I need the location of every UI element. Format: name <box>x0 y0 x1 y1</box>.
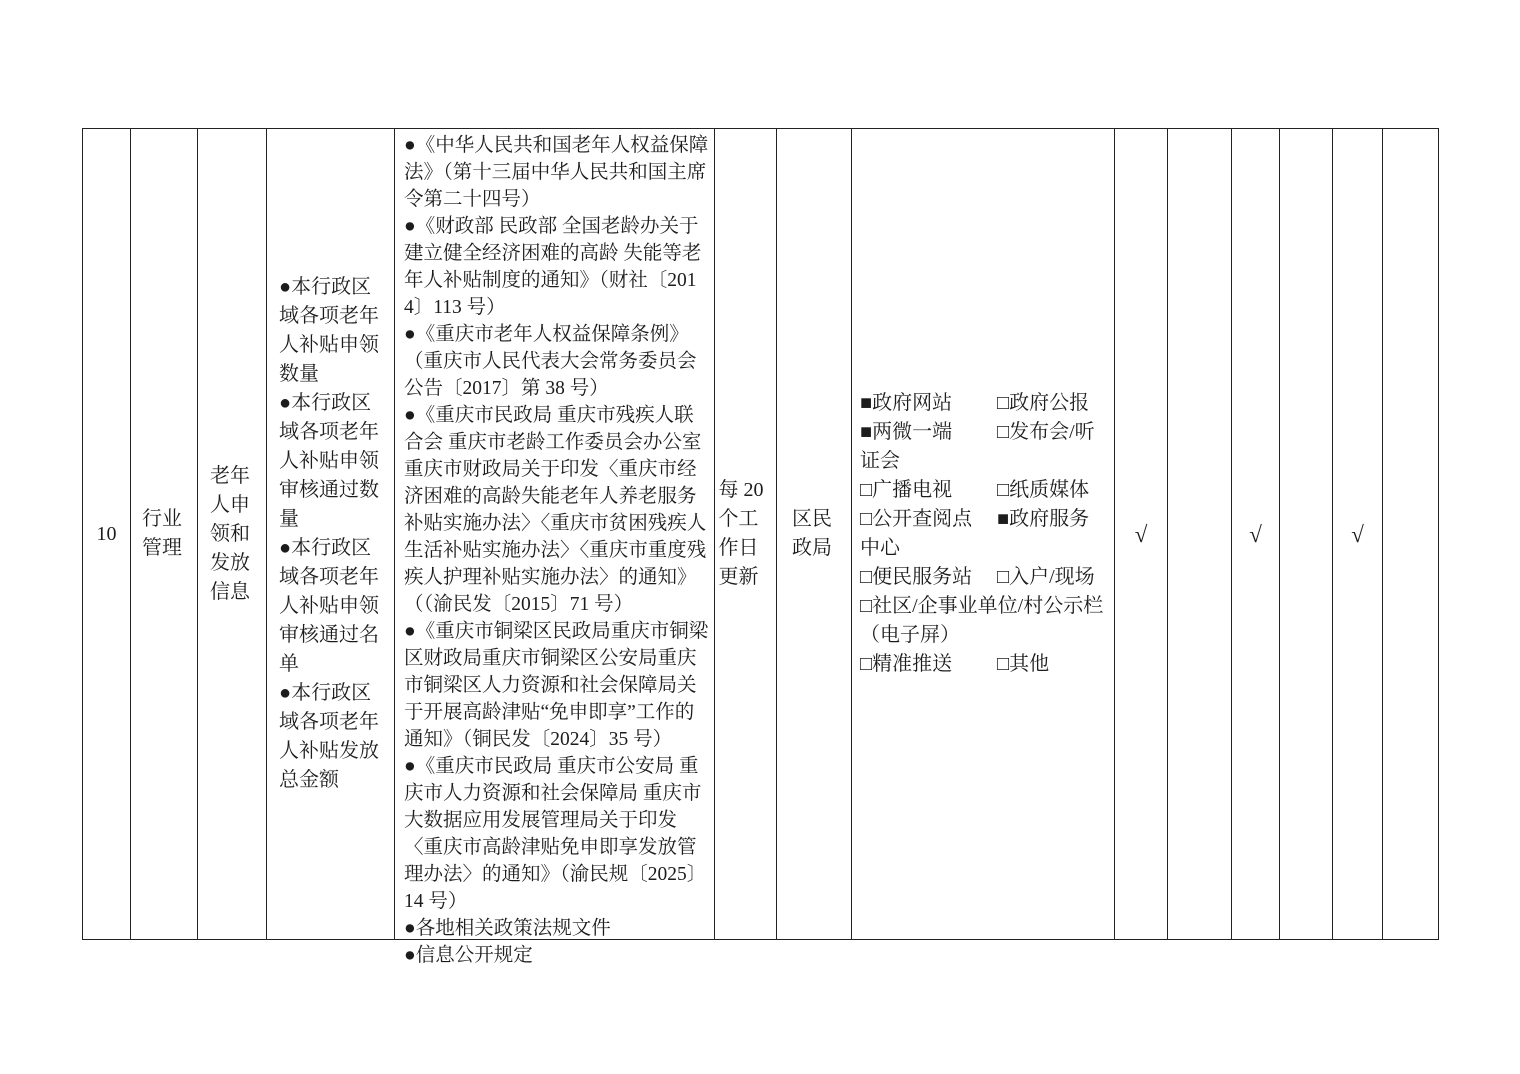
channel-line <box>860 418 1108 476</box>
check-mark: √ <box>1249 521 1262 547</box>
channel-item: □政府公报 <box>997 392 1090 414</box>
cell-update-frequency <box>715 129 777 939</box>
legal-basis-item: ●各地相关政策法规文件 <box>404 918 611 939</box>
channel-item: □入户/现场 <box>997 566 1095 588</box>
cell-category <box>131 129 198 939</box>
info-item: ●本行政区域各项老年人补贴发放总金额 <box>279 682 379 791</box>
channel-item-checked: ■两微一端 <box>860 421 953 443</box>
channel-item: □精准推送 <box>860 653 953 675</box>
cell-department <box>777 129 852 939</box>
check-cell-1 <box>1115 129 1168 939</box>
legal-basis-item: ●《重庆市民政局 重庆市公安局 重庆市人力资源和社会保障局 重庆市大数据应用发展管理局关于印发〈重庆市高龄津贴免申即享发放管理办法〉的通知》（渝民规〔2025〕14 号） <box>404 756 707 912</box>
legal-basis-item: ●《重庆市老年人权益保障条例》（重庆市人民代表大会常务委员会公告〔2017〕第 38 号） <box>404 324 697 399</box>
serial-number: 10 <box>96 522 117 545</box>
cell-channels <box>852 129 1115 939</box>
channel-item-checked: ■政府服务中心 <box>860 508 1090 559</box>
category-label: 行业管理 <box>142 508 182 559</box>
legal-basis-list <box>404 132 709 969</box>
info-item: ●本行政区域各项老年人补贴申领审核通过数量 <box>279 392 379 530</box>
legal-basis-item: ●《财政部 民政部 全国老龄办关于建立健全经济困难的高龄 失能等老年人补贴制度的通知》（财社〔2014〕113 号） <box>404 216 702 318</box>
channel-item: □纸质媒体 <box>997 479 1090 501</box>
channel-item: □社区/企事业单位/村公示栏（电子屏） <box>860 595 1104 646</box>
legal-basis-item: ●《重庆市民政局 重庆市残疾人联合会 重庆市老龄工作委员会办公室 重庆市财政局关于印发〈重庆市经济困难的高龄失能老年人养老服务补贴实施办法〉〈重庆市贫困残疾人生活补贴实施办法〉〈重庆市重度残疾人护理补贴实施办法〉的通知》（（渝民发〔2015〕71 号） <box>404 405 707 615</box>
legal-basis-item: ●《重庆市铜梁区民政局重庆市铜梁区财政局重庆市铜梁区公安局重庆市铜梁区人力资源和社会保障局关于开展高龄津贴“免申即享”工作的通知》（铜民发〔2024〕35 号） <box>404 621 709 750</box>
channel-line <box>860 476 1108 505</box>
channel-item: □公开查阅点 <box>860 508 973 530</box>
channel-line <box>860 592 1108 650</box>
channel-item: □便民服务站 <box>860 566 973 588</box>
channel-item-checked: ■政府网站 <box>860 392 953 414</box>
channel-line <box>860 389 1108 418</box>
channel-line <box>860 650 1108 679</box>
check-cell-2 <box>1168 129 1232 939</box>
info-name-label: 老年人申领和发放信息 <box>210 464 250 603</box>
info-item-list <box>279 273 384 795</box>
cell-info-items <box>267 129 395 939</box>
channel-line <box>860 563 1108 592</box>
check-cell-5 <box>1333 129 1383 939</box>
disclosure-table <box>82 128 1439 966</box>
check-mark: √ <box>1134 521 1148 547</box>
channel-list <box>860 389 1108 679</box>
check-cell-6 <box>1383 129 1438 939</box>
check-cell-3 <box>1232 129 1280 939</box>
channel-item: □发布会/听证会 <box>860 421 1095 472</box>
check-mark: √ <box>1351 521 1364 547</box>
check-cell-4 <box>1280 129 1333 939</box>
cell-legal-basis <box>395 129 715 966</box>
update-frequency-label: 每 20 个工作日更新 <box>718 479 764 588</box>
legal-basis-item: ●信息公开规定 <box>404 945 533 966</box>
cell-serial <box>83 129 131 939</box>
info-item: ●本行政区域各项老年人补贴申领数量 <box>279 276 379 385</box>
channel-line <box>860 505 1108 563</box>
legal-basis-item: ●《中华人民共和国老年人权益保障法》（第十三届中华人民共和国主席令第二十四号） <box>404 135 709 210</box>
channel-item: □广播电视 <box>860 479 953 501</box>
department-label: 区民政局 <box>792 508 832 559</box>
info-item: ●本行政区域各项老年人补贴申领审核通过名单 <box>279 537 379 675</box>
cell-info-name <box>198 129 267 939</box>
channel-item: □其他 <box>997 653 1050 675</box>
